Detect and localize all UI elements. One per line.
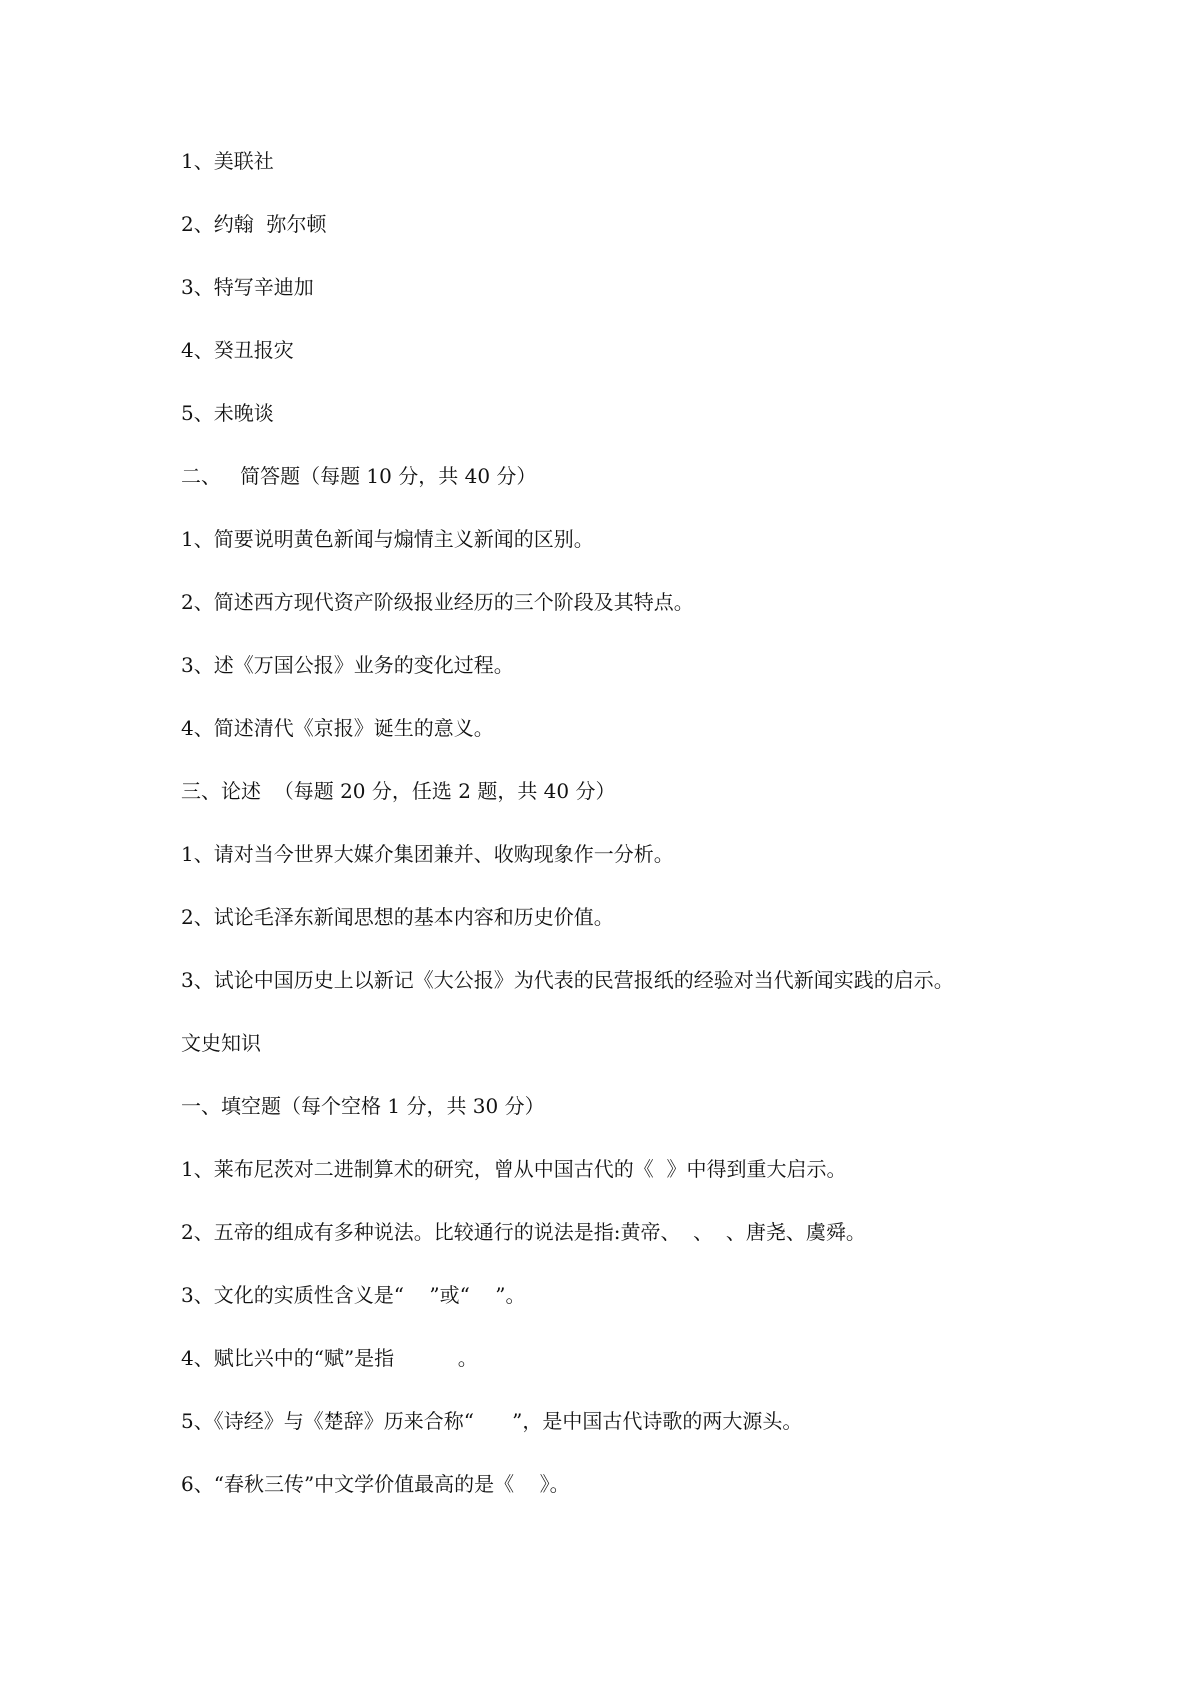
noun-item-4: 4、癸丑报灾 bbox=[181, 338, 294, 362]
fill-blank-question-6: 6、“春秋三传”中文学价值最高的是《 》。 bbox=[181, 1472, 570, 1496]
fill-blank-question-3: 3、文化的实质性含义是“ ”或“ ”。 bbox=[181, 1283, 526, 1307]
essay-question-3: 3、试论中国历史上以新记《大公报》为代表的民营报纸的经验对当代新闻实践的启示。 bbox=[181, 968, 954, 992]
section-heading-short-answer: 二、 简答题（每题 10 分，共 40 分） bbox=[181, 464, 537, 488]
fill-blank-question-5: 5、《诗经》与《楚辞》历来合称“ ”，是中国古代诗歌的两大源头。 bbox=[181, 1409, 803, 1433]
noun-item-1: 1、美联社 bbox=[181, 149, 274, 173]
part-heading-literature-history: 文史知识 bbox=[181, 1031, 261, 1055]
short-answer-question-4: 4、简述清代《京报》诞生的意义。 bbox=[181, 716, 494, 740]
short-answer-question-2: 2、简述西方现代资产阶级报业经历的三个阶段及其特点。 bbox=[181, 590, 694, 614]
noun-item-5: 5、未晚谈 bbox=[181, 401, 274, 425]
short-answer-question-1: 1、简要说明黄色新闻与煽情主义新闻的区别。 bbox=[181, 527, 594, 551]
short-answer-question-3: 3、述《万国公报》业务的变化过程。 bbox=[181, 653, 514, 677]
section-heading-fill-blank: 一、填空题（每个空格 1 分，共 30 分） bbox=[181, 1094, 545, 1118]
noun-item-3: 3、特写辛迪加 bbox=[181, 275, 314, 299]
essay-question-1: 1、请对当今世界大媒介集团兼并、收购现象作一分析。 bbox=[181, 842, 674, 866]
fill-blank-question-2: 2、五帝的组成有多种说法。比较通行的说法是指:黄帝、 、 、唐尧、虞舜。 bbox=[181, 1220, 866, 1244]
noun-item-2: 2、约翰 弥尔顿 bbox=[181, 212, 327, 236]
section-heading-essay: 三、论述 （每题 20 分，任选 2 题，共 40 分） bbox=[181, 779, 616, 803]
fill-blank-question-4: 4、赋比兴中的“赋”是指 。 bbox=[181, 1346, 478, 1370]
fill-blank-question-1: 1、莱布尼茨对二进制算术的研究，曾从中国古代的《 》中得到重大启示。 bbox=[181, 1157, 847, 1181]
essay-question-2: 2、试论毛泽东新闻思想的基本内容和历史价值。 bbox=[181, 905, 614, 929]
